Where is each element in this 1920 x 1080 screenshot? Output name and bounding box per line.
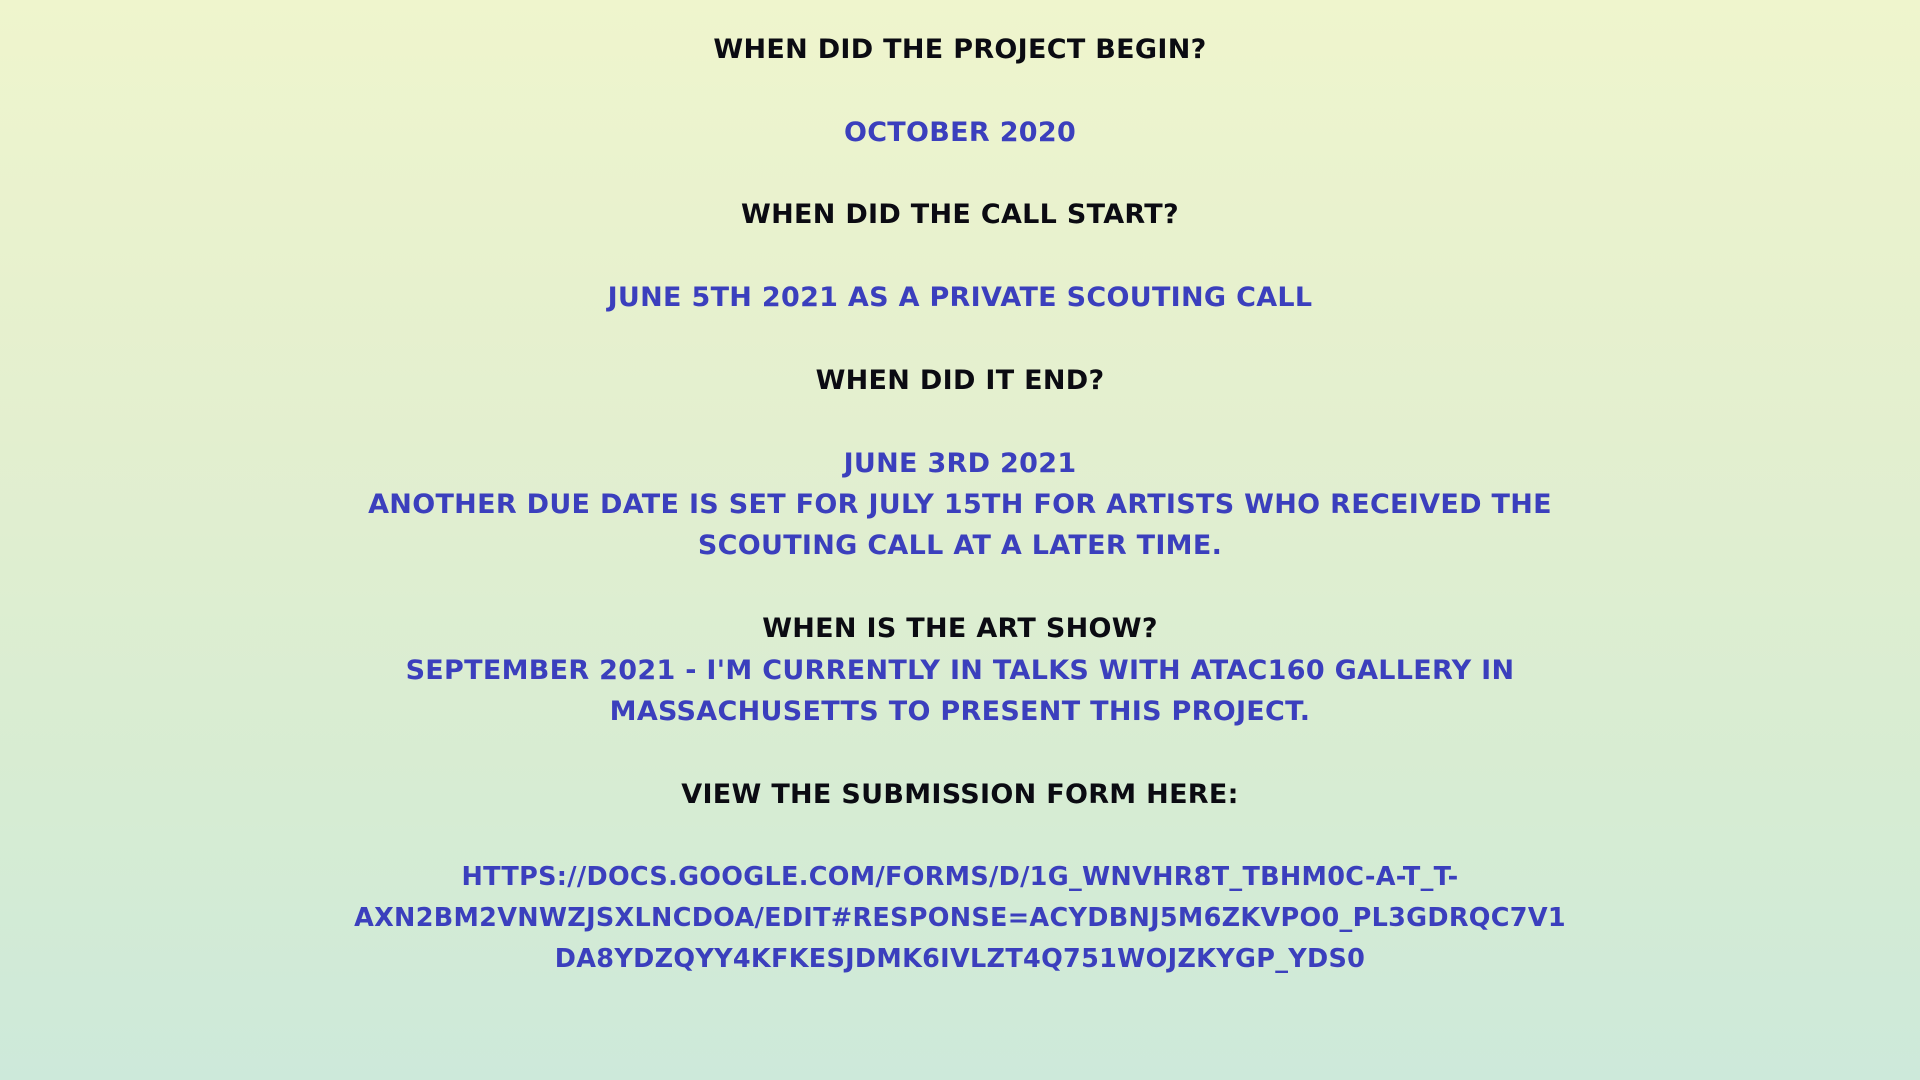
question-call-end: WHEN DID IT END? bbox=[815, 365, 1105, 396]
answer-art-show: SEPTEMBER 2021 - I'M CURRENTLY IN TALKS WITH ATAC160 GALLERY IN bbox=[405, 655, 1515, 686]
answer-art-show-cont: MASSACHUSETTS TO PRESENT THIS PROJECT. bbox=[609, 696, 1311, 727]
answer-project-begin: OCTOBER 2020 bbox=[843, 117, 1077, 148]
submission-form-link[interactable]: HTTPS://DOCS.GOOGLE.COM/FORMS/D/1G_WNVHR8T_TBHM0C-A-T_T- bbox=[461, 862, 1459, 892]
question-art-show: WHEN IS THE ART SHOW? bbox=[762, 613, 1158, 644]
answer-call-end-note: ANOTHER DUE DATE IS SET FOR JULY 15TH FOR ARTISTS WHO RECEIVED THE bbox=[368, 489, 1552, 520]
answer-call-start: JUNE 5TH 2021 AS A PRIVATE SCOUTING CALL bbox=[607, 282, 1313, 313]
answer-call-end-date: JUNE 3RD 2021 bbox=[843, 448, 1077, 479]
question-project-begin: WHEN DID THE PROJECT BEGIN? bbox=[713, 34, 1207, 65]
submission-form-link-cont[interactable]: AXN2BM2VNWZJSXLNCDOA/EDIT#RESPONSE=ACYDBNJ5M6ZKVPO0_PL3GDRQC7V1 bbox=[354, 903, 1566, 933]
question-submission-form: VIEW THE SUBMISSION FORM HERE: bbox=[681, 779, 1239, 810]
question-call-start: WHEN DID THE CALL START? bbox=[741, 199, 1179, 230]
answer-call-end-note-cont: SCOUTING CALL AT A LATER TIME. bbox=[697, 530, 1223, 561]
submission-form-link-end[interactable]: DA8YDZQYY4KFKESJDMK6IVLZT4Q751WOJZKYGP_YDS0 bbox=[554, 944, 1366, 974]
